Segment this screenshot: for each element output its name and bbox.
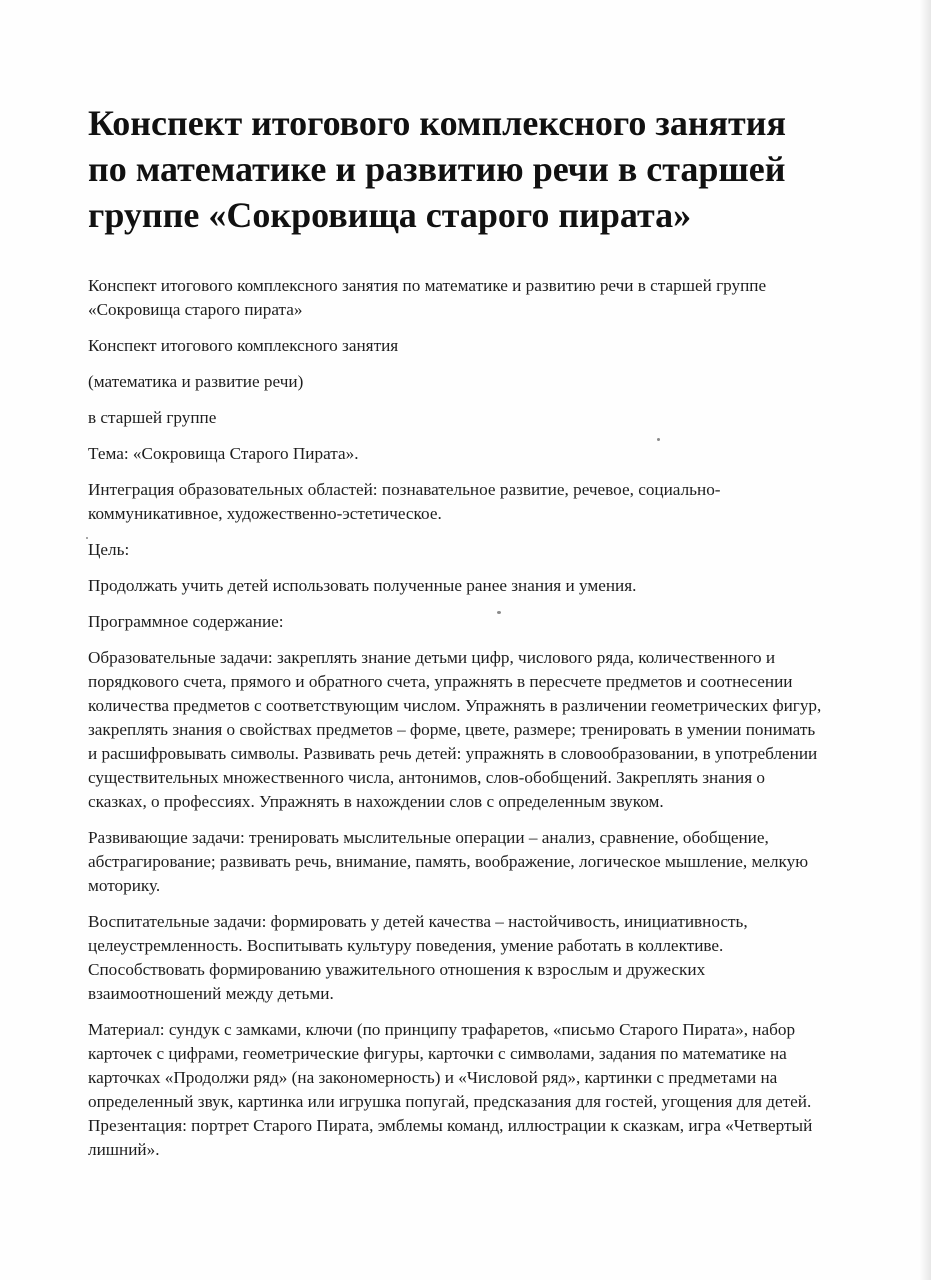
paragraph-heading: Конспект итогового комплексного занятия: [88, 336, 399, 355]
paragraph-program-label: Программное содержание:: [88, 612, 284, 631]
paragraph-materials: Материал: сундук с замками, ключи (по принципу трафаретов, «письмо Старого Пирата», набор карточек с цифрами, геометрические фигуры, карточки с символами, задания по математике на карточках «Продолжи ряд» (на закономерность) и «Числовой ряд», картинки с предметами на определенный звук, картинка или игрушка попугай, предсказания для гостей, угощения для детей. Презентация: портрет Старого Пирата, эмблемы команд, иллюстрации к сказкам, игра «Четвертый лишний».: [88, 1020, 813, 1159]
paragraph-developing-tasks: Развивающие задачи: тренировать мыслительные операции – анализ, сравнение, обобщение, абстрагирование; развивать речь, внимание, память, воображение, логическое мышление, мелкую моторику.: [88, 828, 809, 895]
document-body: [88, 100, 828, 1174]
paragraph-theme: Тема: «Сокровища Старого Пирата».: [88, 444, 359, 463]
paragraph-goal-label: Цель:: [88, 540, 130, 559]
paragraph-integration: Интеграция образовательных областей: познавательное развитие, речевое, социально-коммуникативное, художественно-эстетическое.: [88, 480, 721, 523]
paragraph-educational-tasks: Образовательные задачи: закреплять знание детьми цифр, числового ряда, количественного и порядкового счета, прямого и обратного счета, упражнять в пересчете предметов и соотнесении количества предметов с соответствующим числом. Упражнять в различении геометрических фигур, закреплять знания о свойствах предметов – форме, цвете, размере; тренировать в умении понимать и расшифровывать символы. Развивать речь детей: упражнять в словообразовании, в употреблении существительных множественного числа, антонимов, слов-обобщений. Закреплять знания о сказках, о профессиях. Упражнять в нахождении слов с определенным звуком.: [88, 648, 822, 811]
paragraph-upbringing-tasks: Воспитательные задачи: формировать у детей качества – настойчивость, инициативность, целеустремленность. Воспитывать культуру поведения, умение работать в коллективе. Способствовать формированию уважительного отношения к взрослым и дружеских взаимоотношений между детьми.: [88, 912, 748, 1003]
paragraph-goal: Продолжать учить детей использовать полученные ранее знания и умения.: [88, 576, 637, 595]
paragraph-subtitle-full: Конспект итогового комплексного занятия по математике и развитию речи в старшей группе «Сокровища старого пирата»: [88, 276, 767, 319]
scan-edge-shadow: [919, 0, 931, 1280]
paragraph-group: в старшей группе: [88, 408, 217, 427]
document-title: Конспект итогового комплексного занятия по математике и развитию речи в старшей группе «Сокровища старого пирата»: [88, 103, 786, 235]
paragraph-subject: (математика и развитие речи): [88, 372, 304, 391]
